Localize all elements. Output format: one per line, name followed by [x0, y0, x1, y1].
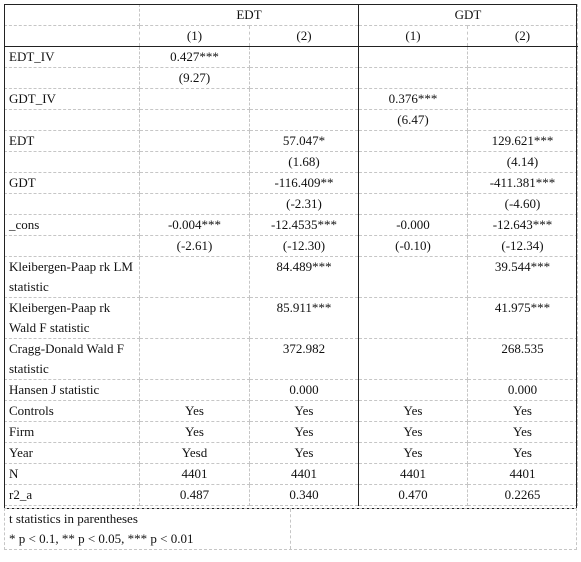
header-corner	[5, 5, 140, 26]
table-cell	[359, 194, 468, 215]
table-cell: 4401	[468, 464, 578, 485]
row-label: Hansen J statistic	[5, 380, 140, 401]
table-cell: 0.470	[359, 485, 468, 506]
table-cell	[140, 380, 250, 401]
table-row	[5, 257, 578, 298]
table-row	[5, 443, 578, 464]
row-label	[5, 110, 140, 131]
table-cell: Yes	[140, 401, 250, 422]
column-header: (2)	[468, 26, 578, 47]
table-cell: 84.489***	[250, 257, 359, 298]
table-cell	[140, 173, 250, 194]
table-cell: -12.643***	[468, 215, 578, 236]
table-cell	[250, 68, 359, 89]
table-cell: -0.004***	[140, 215, 250, 236]
table-row	[5, 110, 578, 131]
table-cell: Yesd	[140, 443, 250, 464]
column-header: (1)	[359, 26, 468, 47]
group-header-edt: EDT	[140, 5, 359, 26]
table-notes	[4, 508, 577, 550]
table-cell: Yes	[359, 443, 468, 464]
table-cell	[468, 110, 578, 131]
table-cell	[140, 339, 250, 380]
table-row	[5, 401, 578, 422]
row-label: r2_a	[5, 485, 140, 506]
table-row	[5, 485, 578, 506]
table-cell: Yes	[250, 443, 359, 464]
group-header-row	[5, 5, 578, 26]
table-row	[5, 215, 578, 236]
row-label: GDT	[5, 173, 140, 194]
row-label: EDT	[5, 131, 140, 152]
table-cell	[359, 339, 468, 380]
row-label	[5, 194, 140, 215]
table-cell: 0.340	[250, 485, 359, 506]
table-cell: Yes	[468, 401, 578, 422]
table-cell: 4401	[359, 464, 468, 485]
table-cell	[250, 110, 359, 131]
table-cell	[250, 47, 359, 68]
table-cell: -116.409**	[250, 173, 359, 194]
row-label: Cragg-Donald Wald F statistic	[5, 339, 140, 380]
table-cell: Yes	[468, 443, 578, 464]
row-label: Controls	[5, 401, 140, 422]
column-header-row	[5, 26, 578, 47]
table-cell: Yes	[250, 401, 359, 422]
table-cell: 57.047*	[250, 131, 359, 152]
table-cell: (-2.31)	[250, 194, 359, 215]
table-cell	[359, 47, 468, 68]
table-row	[5, 380, 578, 401]
table-cell: 4401	[250, 464, 359, 485]
table-cell	[140, 110, 250, 131]
table-cell: 0.376***	[359, 89, 468, 110]
table-cell	[359, 131, 468, 152]
table-row	[5, 152, 578, 173]
table-cell: (-2.61)	[140, 236, 250, 257]
table-cell	[359, 257, 468, 298]
table-cell	[140, 298, 250, 339]
table-cell: (9.27)	[140, 68, 250, 89]
table-cell	[468, 89, 578, 110]
table-cell: 0.000	[468, 380, 578, 401]
row-label: Kleibergen-Paap rk Wald F statistic	[5, 298, 140, 339]
table-cell: -12.4535***	[250, 215, 359, 236]
table-cell: 372.982	[250, 339, 359, 380]
table-row	[5, 131, 578, 152]
row-label: Kleibergen-Paap rk LM statistic	[5, 257, 140, 298]
table-cell: (6.47)	[359, 110, 468, 131]
table-cell: 39.544***	[468, 257, 578, 298]
table-cell: -0.000	[359, 215, 468, 236]
table-cell	[468, 68, 578, 89]
table-row	[5, 68, 578, 89]
table-cell: 268.535	[468, 339, 578, 380]
table-row	[5, 89, 578, 110]
table-cell	[359, 152, 468, 173]
table-cell: 0.487	[140, 485, 250, 506]
table-cell	[359, 380, 468, 401]
table-row	[5, 339, 578, 380]
table-cell	[140, 194, 250, 215]
table-cell	[140, 131, 250, 152]
table-cell: 4401	[140, 464, 250, 485]
row-label: _cons	[5, 215, 140, 236]
table-cell: (-4.60)	[468, 194, 578, 215]
row-label	[5, 68, 140, 89]
notes-t-statistics: t statistics in parentheses	[9, 511, 138, 526]
table-cell: (-12.30)	[250, 236, 359, 257]
header-corner	[5, 26, 140, 47]
row-label: GDT_IV	[5, 89, 140, 110]
table-cell: Yes	[140, 422, 250, 443]
table-row	[5, 47, 578, 68]
group-header-gdt: GDT	[359, 5, 578, 26]
table-cell: 129.621***	[468, 131, 578, 152]
column-header: (2)	[250, 26, 359, 47]
table-cell: (-12.34)	[468, 236, 578, 257]
table-row	[5, 173, 578, 194]
table-cell: Yes	[468, 422, 578, 443]
table-row	[5, 422, 578, 443]
table-cell	[359, 173, 468, 194]
table-cell	[250, 89, 359, 110]
table-cell: 85.911***	[250, 298, 359, 339]
table-cell: (-0.10)	[359, 236, 468, 257]
table-cell: 0.427***	[140, 47, 250, 68]
table-cell	[140, 152, 250, 173]
row-label: EDT_IV	[5, 47, 140, 68]
table-row	[5, 236, 578, 257]
table-row	[5, 464, 578, 485]
table-row	[5, 194, 578, 215]
table-cell	[359, 298, 468, 339]
table-cell	[140, 257, 250, 298]
table-cell: (4.14)	[468, 152, 578, 173]
table-row	[5, 298, 578, 339]
table-cell: Yes	[250, 422, 359, 443]
notes-cell	[5, 509, 291, 549]
row-label	[5, 236, 140, 257]
row-label	[5, 152, 140, 173]
row-label: Year	[5, 443, 140, 464]
table-cell: (1.68)	[250, 152, 359, 173]
regression-table	[4, 4, 578, 506]
table-cell	[359, 68, 468, 89]
table-cell: Yes	[359, 401, 468, 422]
table-cell: 0.2265	[468, 485, 578, 506]
table-cell: 41.975***	[468, 298, 578, 339]
table-cell	[140, 89, 250, 110]
row-label: Firm	[5, 422, 140, 443]
row-label: N	[5, 464, 140, 485]
table-cell	[468, 47, 578, 68]
column-header: (1)	[140, 26, 250, 47]
table-cell: 0.000	[250, 380, 359, 401]
table-cell: Yes	[359, 422, 468, 443]
table-cell: -411.381***	[468, 173, 578, 194]
notes-significance: * p < 0.1, ** p < 0.05, *** p < 0.01	[9, 531, 194, 546]
